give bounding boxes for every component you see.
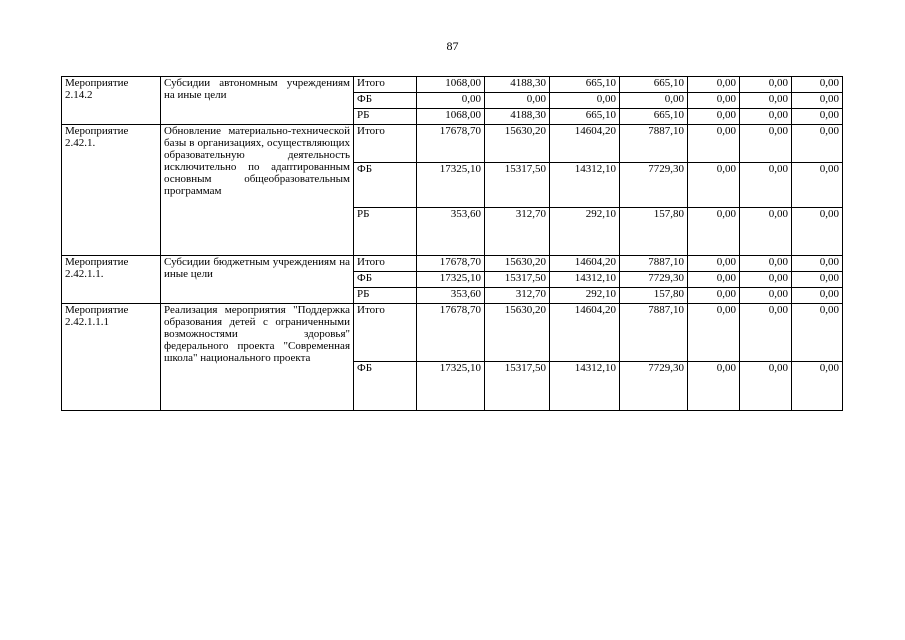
amount-cell: 0,00 bbox=[688, 109, 740, 125]
amount-cell: 7887,10 bbox=[620, 125, 688, 163]
amount-cell: 14604,20 bbox=[550, 304, 620, 362]
amount-cell: 0,00 bbox=[740, 109, 792, 125]
amount-cell: 7729,30 bbox=[620, 362, 688, 411]
funding-source-cell: ФБ bbox=[354, 163, 417, 208]
amount-cell: 665,10 bbox=[550, 77, 620, 93]
funding-source-cell: ФБ bbox=[354, 362, 417, 411]
amount-cell: 17678,70 bbox=[417, 256, 485, 272]
funding-source-cell: РБ bbox=[354, 208, 417, 256]
amount-cell: 0,00 bbox=[688, 304, 740, 362]
page-number: 87 bbox=[446, 39, 459, 53]
event-description-cell: Субсидии автономным учреждениям на иные цели bbox=[161, 77, 354, 125]
amount-cell: 0,00 bbox=[688, 362, 740, 411]
amount-cell: 15317,50 bbox=[485, 362, 550, 411]
amount-cell: 312,70 bbox=[485, 208, 550, 256]
event-description-cell: Реализация мероприятия "Поддержка образования детей с ограниченными возможностями здоровья" федерального проекта "Современная школа" национального проекта bbox=[161, 304, 354, 411]
amount-cell: 0,00 bbox=[740, 77, 792, 93]
amount-cell: 353,60 bbox=[417, 208, 485, 256]
amount-cell: 0,00 bbox=[688, 125, 740, 163]
amount-cell: 14312,10 bbox=[550, 272, 620, 288]
amount-cell: 0,00 bbox=[740, 93, 792, 109]
amount-cell: 0,00 bbox=[417, 93, 485, 109]
amount-cell: 0,00 bbox=[792, 125, 843, 163]
amount-cell: 15317,50 bbox=[485, 163, 550, 208]
amount-cell: 14604,20 bbox=[550, 256, 620, 272]
amount-cell: 15630,20 bbox=[485, 304, 550, 362]
amount-cell: 17325,10 bbox=[417, 163, 485, 208]
amount-cell: 17325,10 bbox=[417, 272, 485, 288]
amount-cell: 0,00 bbox=[792, 93, 843, 109]
funding-source-cell: Итого bbox=[354, 304, 417, 362]
amount-cell: 0,00 bbox=[740, 256, 792, 272]
amount-cell: 14312,10 bbox=[550, 163, 620, 208]
amount-cell: 17678,70 bbox=[417, 125, 485, 163]
amount-cell: 0,00 bbox=[688, 163, 740, 208]
amount-cell: 0,00 bbox=[740, 208, 792, 256]
amount-cell: 0,00 bbox=[792, 77, 843, 93]
funding-source-cell: Итого bbox=[354, 77, 417, 93]
table-row bbox=[62, 125, 843, 163]
amount-cell: 0,00 bbox=[688, 77, 740, 93]
amount-cell: 15630,20 bbox=[485, 125, 550, 163]
amount-cell: 0,00 bbox=[485, 93, 550, 109]
amount-cell: 1068,00 bbox=[417, 109, 485, 125]
amount-cell: 17325,10 bbox=[417, 362, 485, 411]
funding-source-cell: Итого bbox=[354, 256, 417, 272]
funding-source-cell: Итого bbox=[354, 125, 417, 163]
event-code-cell: Мероприятие 2.42.1.1.1 bbox=[62, 304, 161, 411]
event-description-cell: Субсидии бюджетным учреждениям на иные цели bbox=[161, 256, 354, 304]
funding-source-cell: ФБ bbox=[354, 93, 417, 109]
table-row bbox=[62, 304, 843, 362]
amount-cell: 292,10 bbox=[550, 208, 620, 256]
amount-cell: 665,10 bbox=[620, 109, 688, 125]
amount-cell: 15630,20 bbox=[485, 256, 550, 272]
amount-cell: 353,60 bbox=[417, 288, 485, 304]
amount-cell: 0,00 bbox=[550, 93, 620, 109]
event-code-cell: Мероприятие 2.42.1.1. bbox=[62, 256, 161, 304]
amount-cell: 0,00 bbox=[740, 125, 792, 163]
amount-cell: 157,80 bbox=[620, 288, 688, 304]
amount-cell: 15317,50 bbox=[485, 272, 550, 288]
amount-cell: 312,70 bbox=[485, 288, 550, 304]
amount-cell: 7729,30 bbox=[620, 163, 688, 208]
amount-cell: 0,00 bbox=[792, 208, 843, 256]
funding-source-cell: ФБ bbox=[354, 272, 417, 288]
amount-cell: 0,00 bbox=[620, 93, 688, 109]
amount-cell: 0,00 bbox=[688, 93, 740, 109]
amount-cell: 7729,30 bbox=[620, 272, 688, 288]
amount-cell: 14312,10 bbox=[550, 362, 620, 411]
amount-cell: 0,00 bbox=[792, 362, 843, 411]
amount-cell: 17678,70 bbox=[417, 304, 485, 362]
amount-cell: 0,00 bbox=[792, 288, 843, 304]
funding-source-cell: РБ bbox=[354, 109, 417, 125]
amount-cell: 665,10 bbox=[620, 77, 688, 93]
amount-cell: 157,80 bbox=[620, 208, 688, 256]
amount-cell: 665,10 bbox=[550, 109, 620, 125]
amount-cell: 0,00 bbox=[792, 163, 843, 208]
amount-cell: 292,10 bbox=[550, 288, 620, 304]
event-code-cell: Мероприятие 2.42.1. bbox=[62, 125, 161, 256]
amount-cell: 0,00 bbox=[688, 288, 740, 304]
amount-cell: 0,00 bbox=[740, 304, 792, 362]
event-description-cell: Обновление материально-технической базы в организациях, осуществляющих образовательную деятельность исключительно по адаптированным основным общеобразовательным программам bbox=[161, 125, 354, 256]
amount-cell: 0,00 bbox=[740, 163, 792, 208]
budget-table bbox=[61, 76, 843, 411]
amount-cell: 0,00 bbox=[688, 272, 740, 288]
amount-cell: 0,00 bbox=[792, 256, 843, 272]
amount-cell: 0,00 bbox=[792, 109, 843, 125]
event-code-cell: Мероприятие 2.14.2 bbox=[62, 77, 161, 125]
amount-cell: 0,00 bbox=[688, 208, 740, 256]
budget-table-body bbox=[62, 77, 843, 411]
amount-cell: 1068,00 bbox=[417, 77, 485, 93]
funding-source-cell: РБ bbox=[354, 288, 417, 304]
amount-cell: 4188,30 bbox=[485, 109, 550, 125]
amount-cell: 7887,10 bbox=[620, 256, 688, 272]
amount-cell: 0,00 bbox=[792, 304, 843, 362]
amount-cell: 0,00 bbox=[792, 272, 843, 288]
amount-cell: 7887,10 bbox=[620, 304, 688, 362]
amount-cell: 14604,20 bbox=[550, 125, 620, 163]
table-row bbox=[62, 256, 843, 272]
amount-cell: 0,00 bbox=[688, 256, 740, 272]
amount-cell: 0,00 bbox=[740, 288, 792, 304]
amount-cell: 4188,30 bbox=[485, 77, 550, 93]
amount-cell: 0,00 bbox=[740, 272, 792, 288]
table-row bbox=[62, 77, 843, 93]
amount-cell: 0,00 bbox=[740, 362, 792, 411]
